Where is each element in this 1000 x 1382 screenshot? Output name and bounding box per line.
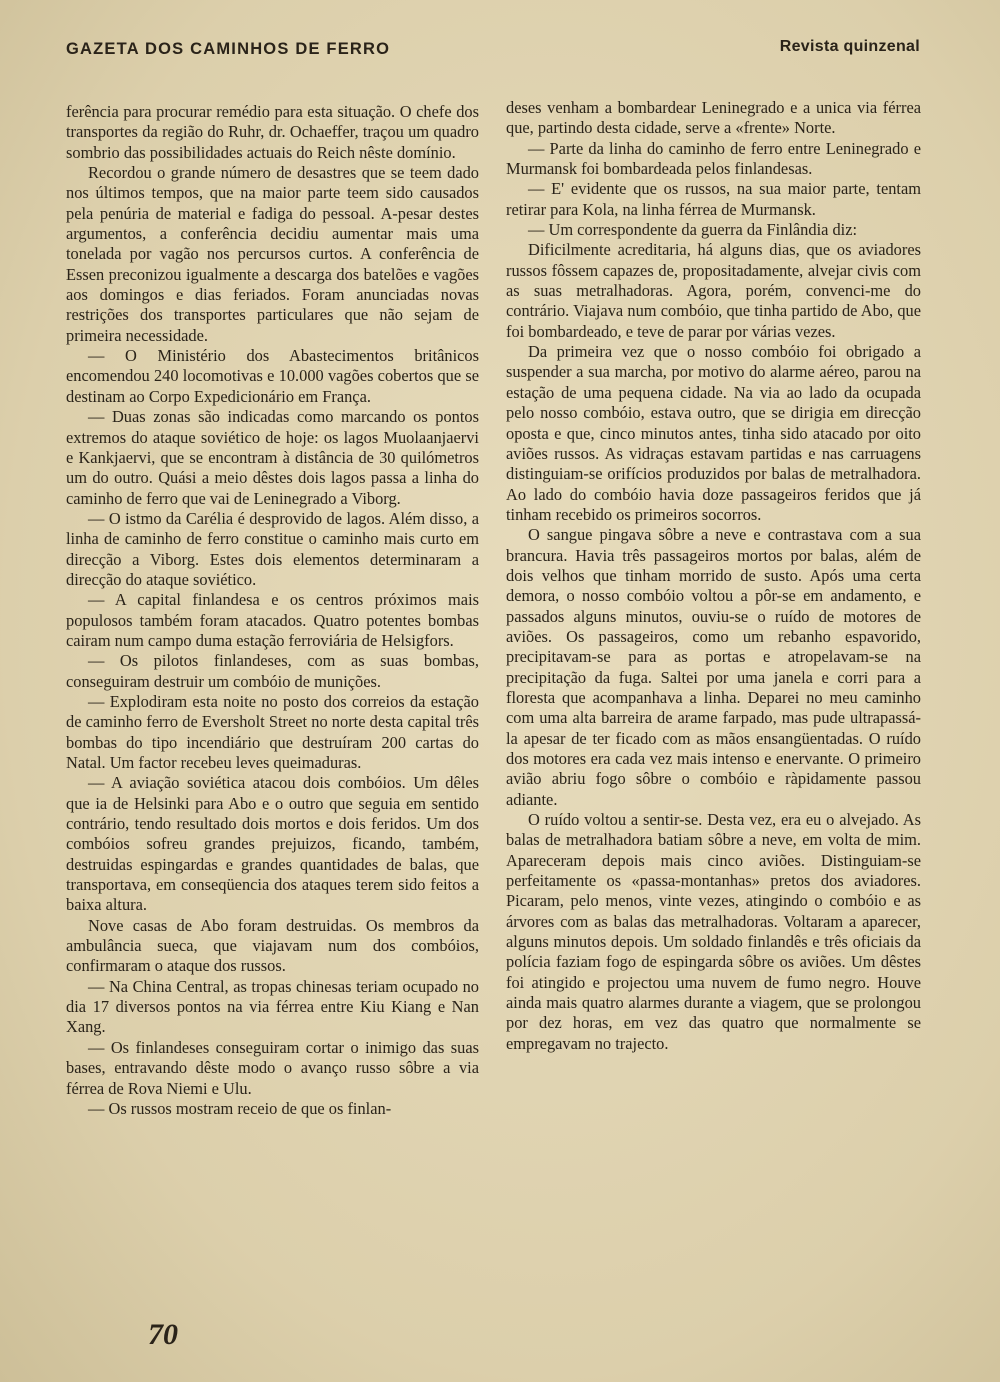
paragraph: — Os pilotos finlandeses, com as suas bombas, conseguiram destruir um combóio de munições. — [66, 651, 479, 691]
left-column — [66, 102, 479, 1119]
right-column — [506, 98, 921, 1054]
publication-title: GAZETA DOS CAMINHOS DE FERRO — [66, 40, 391, 58]
issue-frequency: Revista quinzenal — [779, 38, 920, 55]
page-number: 70 — [148, 1318, 178, 1351]
paragraph: Nove casas de Abo foram destruidas. Os membros da ambulância sueca, que viajavam num dos combóios, confirmaram o ataque dos russos. — [66, 915, 479, 976]
paragraph: — E' evidente que os russos, na sua maior parte, tentam retirar para Kola, na linha férrea de Murmansk. — [506, 179, 921, 219]
paragraph: — Na China Central, as tropas chinesas teriam ocupado no dia 17 diversos pontos na via férrea entre Kiu Kiang e Nan Xang. — [66, 976, 479, 1037]
paragraph: — O Ministério dos Abastecimentos britânicos encomendou 240 locomotivas e 10.000 vagões cobertos que se destinam ao Corpo Expedicionário em França. — [66, 346, 479, 406]
paragraph: — O istmo da Carélia é desprovido de lagos. Além disso, a linha de caminho de ferro constitue o caminho mais curto em direcção a Viborg. Estes dois elementos determinaram a direcção do ataque soviético. — [66, 508, 479, 589]
paragraph: — Os finlandeses conseguiram cortar o inimigo das suas bases, entravando dêste modo o avanço russo sôbre a via férrea de Rova Niemi e Ulu. — [66, 1037, 479, 1098]
paragraph: — Parte da linha do caminho de ferro entre Leninegrado e Murmansk foi bombardeada pelos finlandesas. — [506, 138, 921, 179]
paragraph: Dificilmente acreditaria, há alguns dias, que os aviadores russos fôssem capazes de, propositadamente, alvejar civis com as suas metralhadoras. Agora, porém, convenci-me do contrário. Viajava num combóio, que tinha partido de Abo, que foi bombardeado, e teve de parar por várias vezes. — [506, 240, 921, 341]
paragraph: O ruído voltou a sentir-se. Desta vez, era eu o alvejado. As balas de metralhadora batiam sôbre a neve, em volta de mim. Apareceram depois mais cinco aviões. Distinguiam-se perfeitamente os «passa-montanhas» pretos dos aviadores. Picaram, pelo menos, vinte vezes, atingindo o combóio e as árvores com as balas das metralhadoras. Voltaram a aparecer, alguns minutos depois. Um soldado finlandês e três oficiais da polícia faziam fogo de espingarda sôbre os aviões. Um dêstes foi atingido e projectou uma nuvem de fumo negro. Houve ainda mais quatro alarmes durante a viagem, que se prolongou por dez horas, em vez das quatro que normalmente se empregavam no trajecto. — [506, 810, 921, 1053]
paragraph: O sangue pingava sôbre a neve e contrastava com a sua brancura. Havia três passageiros mortos por balas, além de dois velhos que tinham morrido de susto. Após uma certa demora, o nosso combóio voltou a pôr-se em andamento, e passados alguns minutos, ouviu-se o ruído de motores de aviões. Os passageiros, como um rebanho espavorido, precipitavam-se para as portas e atropelavam-se na precipitação da fuga. Saltei por uma janela e corri para a floresta que acompanhava a linha. Deparei no meu caminho com uma alta barreira de arame farpado, mas pude ultrapassá-la apesar de ter ficado com as mãos ensangüentadas. O ruído dos motores era cada vez mais intenso e enervante. O primeiro avião abriu fogo sôbre o combóio e ràpidamente passou adiante. — [506, 525, 921, 809]
paragraph: ferência para procurar remédio para esta situação. O chefe dos transportes da região do Ruhr, dr. Ochaeffer, traçou um quadro sombrio das possibilidades actuais do Reich nêste domínio. — [66, 102, 479, 162]
paragraph: — Explodiram esta noite no posto dos correios da estação de caminho ferro de Eversholt Street no norte desta capital três bombas do tipo incendiário que destruíram 200 cartas do Natal. Um factor recebeu leves queimaduras. — [66, 691, 479, 772]
paragraph: — Um correspondente da guerra da Finlândia diz: — [528, 220, 858, 240]
paragraph: — Os russos mostram receio de que os finlan- — [88, 1098, 392, 1118]
paragraph: — Duas zonas são indicadas como marcando os pontos extremos do ataque soviético de hoje: os lagos Muolaanjaervi e Kankjaervi, que se encontram à distância de 30 quilómetros um do outro. Quási a meio dêstes dois lagos passa a linha do caminho de ferro que vai de Leninegrado a Viborg. — [66, 407, 479, 508]
paragraph: — A capital finlandesa e os centros próximos mais populosos também foram atacados. Quatro potentes bombas cairam num campo duma estação ferroviária de Helsigfors. — [66, 590, 479, 650]
paragraph: Recordou o grande número de desastres que se teem dado nos últimos tempos, que na maior parte teem sido causados pela penúria de material e fadiga do pessoal. A-pesar destes argumentos, a conferência decidiu aumentar mais uma tonelada por vagão nos percursos curtos. A conferência de Essen preconizou igualmente a descarga dos batelões e vagões aos domingos e dias feriados. Foram anunciadas novas restrições dos transportes particulares que não sejam de primeira necessidade. — [66, 163, 479, 345]
paragraph: Da primeira vez que o nosso combóio foi obrigado a suspender a sua marcha, por motivo do alarme aéreo, parou na estação de uma pequena cidade. Na via ao lado da ocupada pelo nosso combóio, estava outro, que se dirigia em direcção oposta e que, cinco minutos antes, tinha sido atacado por oito aviões russos. As vidraças estavam partidas e nas carruagens distinguiam-se orifícios produzidos por balas de metralhadora. Ao lado do combóio havia doze passageiros feridos que já tinham recebido os primeiros socorros. — [506, 342, 921, 524]
paragraph: deses venham a bombardear Leninegrado e a unica via férrea que, partindo desta cidade, serve a «frente» Norte. — [506, 98, 921, 138]
paragraph: — A aviação soviética atacou dois combóios. Um dêles que ia de Helsinki para Abo e o outro que seguia em sentido contrário, tendo resultado dois mortos e dois feridos. Um dos combóios sofreu grandes prejuizos, ficando, também, destruidas espingardas e grandes quantidades de balas, que transportava, em conseqüencia dos ataques terem sido feitos a baixa altura. — [66, 773, 479, 915]
